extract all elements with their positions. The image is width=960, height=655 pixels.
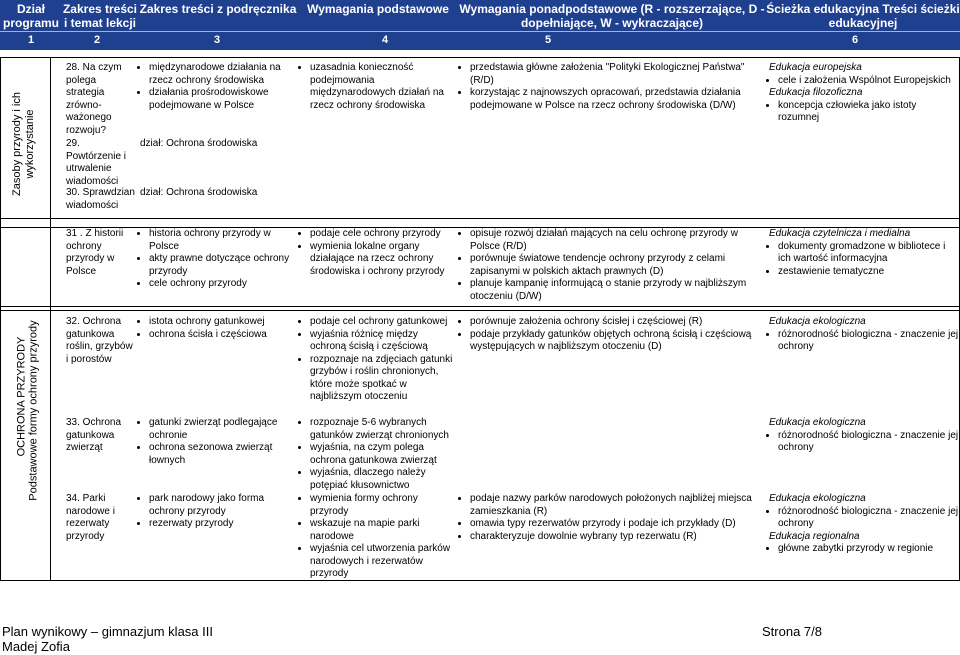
col-number-4: 4 bbox=[382, 34, 389, 46]
topic-33: 33. Ochrona gatunkowa zwierząt bbox=[66, 417, 122, 453]
topic-29: 29. Powtórzenie i utrwalenie wiadomości bbox=[66, 138, 127, 187]
section-ochrona-subtitle: Podstawowe formy ochrony przyrody bbox=[27, 320, 40, 501]
list-item: • przedstawia główne założenia "Polityki Ekologicznej Państwa" (R/D) bbox=[470, 62, 763, 87]
list-item: • uzasadnia konieczność podejmowania międzynarodowych działań na rzecz ochrony środowiska bbox=[310, 62, 456, 112]
list-item: • gatunki zwierząt podlegające ochronie bbox=[149, 417, 296, 442]
list-item: • rozpoznaje 5-6 wybranych gatunków zwierząt chronionych bbox=[310, 417, 456, 442]
path-title: Edukacja regionalna bbox=[769, 530, 860, 542]
header-col-3: Zakres treści z podręcznika bbox=[139, 2, 297, 16]
list-item: • podaje przykłady gatunków objętych ochroną ścisłą i częściową występujących w najbliższym otoczeniu (D) bbox=[470, 329, 763, 354]
list-item: • wyjaśnia różnicę między ochroną ścisłą i częściową bbox=[310, 329, 456, 354]
list-item: • wymienia formy ochrony przyrody bbox=[310, 493, 456, 518]
list-item: • wskazuje na mapie parki narodowe bbox=[310, 518, 456, 543]
list-item: • charakteryzuje dowolnie wybrany typ rezerwatu (R) bbox=[470, 531, 763, 544]
list-item: • cele i założenia Wspólnot Europejskich bbox=[778, 75, 959, 88]
list-item: • koncepcja człowieka jako istoty rozumnej bbox=[778, 100, 959, 125]
content-29: dział: Ochrona środowiska bbox=[140, 138, 258, 149]
rule bbox=[0, 310, 960, 311]
topic-31: 31 . Z historii ochrony przyrody w Polsce bbox=[66, 228, 124, 277]
basic-31 bbox=[301, 228, 456, 278]
basic-33 bbox=[301, 417, 456, 492]
path-title: Edukacja filozoficzna bbox=[769, 87, 863, 98]
extended-28 bbox=[461, 62, 763, 112]
footer-title: Plan wynikowy – gimnazjum klasa III bbox=[2, 624, 213, 639]
rule bbox=[0, 580, 960, 581]
list-item: • cele ochrony przyrody bbox=[149, 278, 296, 291]
table-header bbox=[0, 0, 960, 50]
basic-34 bbox=[301, 493, 456, 581]
topic-30: 30. Sprawdzian wiadomości bbox=[66, 187, 135, 211]
col-number-5: 5 bbox=[545, 34, 552, 46]
content-32 bbox=[140, 316, 296, 341]
content-34 bbox=[140, 493, 296, 531]
list-item: • akty prawne dotyczące ochrony przyrody bbox=[149, 253, 296, 278]
list-item: • międzynarodowe działania na rzecz ochrony środowiska bbox=[149, 62, 296, 87]
path-title: Edukacja ekologiczna bbox=[769, 316, 866, 327]
path-title: Edukacja ekologiczna bbox=[769, 493, 866, 504]
list-item: • różnorodność biologiczna - znaczenie jej ochrony bbox=[778, 506, 959, 531]
list-item: • wyjaśnia, dlaczego należy potępiać kłusownictwo bbox=[310, 467, 456, 492]
header-col-5: Wymagania ponadpodstawowe (R - rozszerzające, D - dopełniające, W - wykraczające) bbox=[459, 2, 765, 30]
list-item: • ochrona ścisła i częściowa bbox=[149, 329, 296, 342]
col-number-1: 1 bbox=[28, 34, 35, 46]
list-item: • działania prośrodowiskowe podejmowane w Polsce bbox=[149, 87, 296, 112]
topic-32: 32. Ochrona gatunkowa roślin, grzybów i porostów bbox=[66, 316, 133, 365]
page-number: Strona 7/8 bbox=[762, 624, 822, 639]
header-col-1: Dział programu bbox=[2, 2, 59, 30]
list-item: • park narodowy jako forma ochrony przyrody bbox=[149, 493, 296, 518]
list-item: • wymienia lokalne organy działające na rzecz ochrony środowiska i ochrony przyrody bbox=[310, 241, 456, 279]
rule bbox=[0, 57, 960, 58]
path-title: Edukacja czytelnicza i medialna bbox=[769, 228, 911, 239]
list-item: • istota ochrony gatunkowej bbox=[149, 316, 296, 329]
list-item: • porównuje światowe tendencje ochrony przyrody z celami zapisanymi w polskich aktach prawnych (D) bbox=[470, 253, 763, 278]
list-item: • opisuje rozwój działań mających na celu ochronę przyrody w Polsce (R/D) bbox=[470, 228, 763, 253]
list-item: • rezerwaty przyrody bbox=[149, 518, 296, 531]
topic-28: 28. Na czym polega strategia zrówno-ważonego rozwoju? bbox=[66, 62, 122, 136]
list-item: • główne zabytki przyrody w regionie bbox=[778, 543, 959, 556]
path-title: Edukacja europejska bbox=[769, 62, 862, 73]
list-item: • korzystając z najnowszych opracowań, przedstawia działania podejmowane w Polsce na rzecz ochrony środowiska (D/W) bbox=[470, 87, 763, 112]
list-item: • planuje kampanię informującą o stanie przyrody w najbliższym otoczeniu (D/W) bbox=[470, 278, 763, 303]
list-item: • historia ochrony przyrody w Polsce bbox=[149, 228, 296, 253]
extended-34 bbox=[461, 493, 763, 543]
extended-31 bbox=[461, 228, 763, 303]
header-col-6: Ścieżka edukacyjna Treści ścieżki edukacyjnej bbox=[766, 2, 960, 30]
basic-32 bbox=[301, 316, 456, 404]
list-item: • różnorodność biologiczna - znaczenie jej ochrony bbox=[778, 329, 959, 354]
path-28 bbox=[769, 62, 959, 125]
list-item: • wyjaśnia cel utworzenia parków narodowych i rezerwatów przyrody bbox=[310, 543, 456, 581]
rule bbox=[0, 218, 960, 219]
rule bbox=[50, 57, 51, 581]
rule bbox=[0, 57, 1, 581]
list-item: • podaje cele ochrony przyrody bbox=[310, 228, 456, 241]
list-item: • zestawienie tematyczne bbox=[778, 266, 959, 279]
content-30: dział: Ochrona środowiska bbox=[140, 187, 258, 198]
col-number-3: 3 bbox=[214, 34, 221, 46]
header-col-4: Wymagania podstawowe bbox=[307, 2, 449, 16]
header-divider bbox=[0, 31, 960, 32]
list-item: • omawia typy rezerwatów przyrody i podaje ich przykłady (D) bbox=[470, 518, 763, 531]
path-title: Edukacja ekologiczna bbox=[769, 417, 866, 428]
list-item: • różnorodność biologiczna - znaczenie jej ochrony bbox=[778, 430, 959, 455]
topic-34: 34. Parki narodowe i rezerwaty przyrody bbox=[66, 493, 115, 542]
path-34 bbox=[769, 493, 959, 556]
section-zasoby: Zasoby przyrody i ich wykorzystanie bbox=[11, 92, 36, 196]
list-item: • ochrona sezonowa zwierząt łownych bbox=[149, 442, 296, 467]
extended-32 bbox=[461, 316, 763, 354]
content-33 bbox=[140, 417, 296, 467]
list-item: • porównuje założenia ochrony ścisłej i częściowej (R) bbox=[470, 316, 763, 329]
list-item: • podaje nazwy parków narodowych położonych najbliżej miejsca zamieszkania (R) bbox=[470, 493, 763, 518]
col-number-6: 6 bbox=[852, 34, 859, 46]
rule bbox=[0, 306, 960, 307]
content-28 bbox=[140, 62, 296, 112]
header-col-2: Zakres treści i temat lekcji bbox=[62, 2, 138, 30]
section-ochrona-title: OCHRONA PRZYRODY bbox=[15, 336, 28, 457]
list-item: • rozpoznaje na zdjęciach gatunki grzybów i roślin chronionych, które może spotkać w najbliższym otoczeniu bbox=[310, 354, 456, 404]
footer-author: Madej Zofia bbox=[2, 639, 70, 654]
basic-28 bbox=[301, 62, 456, 112]
path-31 bbox=[769, 228, 959, 278]
list-item: • wyjaśnia, na czym polega ochrona gatunkowa zwierząt bbox=[310, 442, 456, 467]
list-item: • dokumenty gromadzone w bibliotece i ich wartość informacyjna bbox=[778, 241, 959, 266]
list-item: • podaje cel ochrony gatunkowej bbox=[310, 316, 456, 329]
content-31 bbox=[140, 228, 296, 291]
path-32 bbox=[769, 316, 959, 354]
col-number-2: 2 bbox=[94, 34, 101, 46]
path-33 bbox=[769, 417, 959, 455]
